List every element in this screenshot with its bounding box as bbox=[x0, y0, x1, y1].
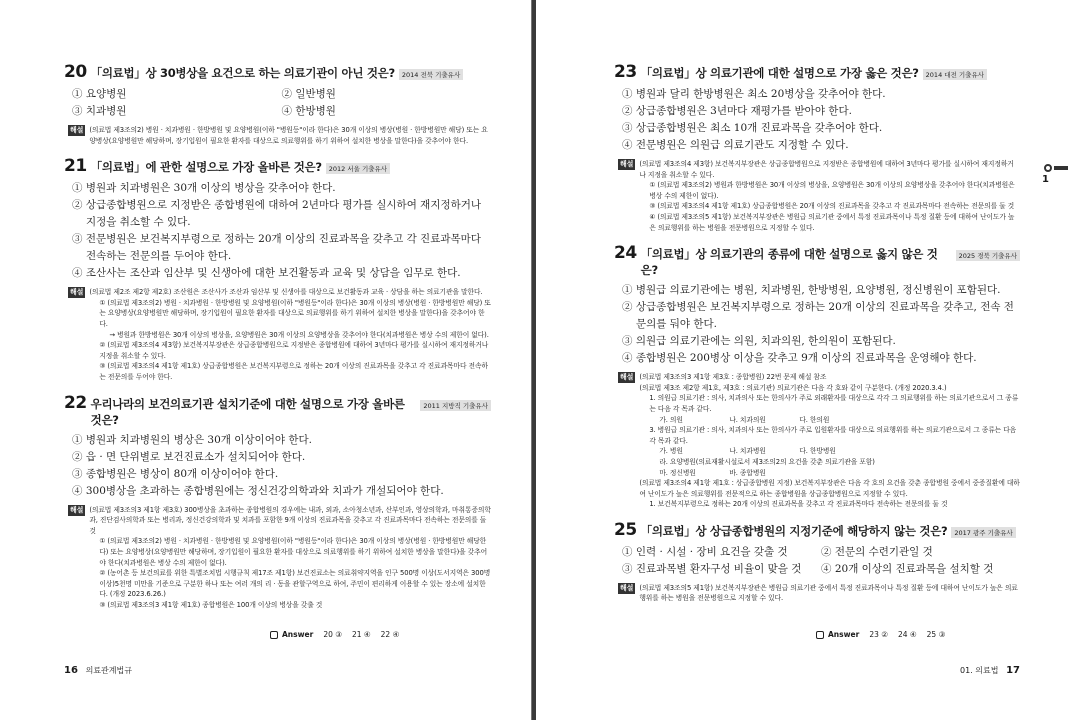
footer-title: 의료관계법규 bbox=[85, 666, 132, 675]
page-number: 16 bbox=[64, 665, 78, 676]
explanation-line: 1. 보건복지부령으로 정하는 20개 이상의 진료과목을 갖추고 각 진료과목마다 전속하는 전문의를 둘 것 bbox=[649, 500, 948, 509]
question-number: 23 bbox=[614, 62, 637, 82]
sub-item: 나. 치과의원 bbox=[729, 415, 766, 424]
option: ③ 치과병원 bbox=[72, 105, 127, 117]
chapter-dot-icon bbox=[1044, 164, 1052, 172]
options bbox=[614, 544, 1020, 578]
question-number: 24 bbox=[614, 243, 637, 264]
answer-item: 20 ③ bbox=[323, 630, 342, 639]
option: ① 병원급 의료기관에는 병원, 치과병원, 한방병원, 요양병원, 정신병원이 포함된다. bbox=[622, 284, 1001, 297]
question-tag: 2017 광주 기출유사 bbox=[951, 527, 1015, 538]
explanation-line: ① (의료법 제3조의2) 병원 · 치과병원 · 한방병원 및 요양병원(이하 "병원등"이라 한다)은 30개 이상의 병상(병원 · 한방병원만 해당) 또는 요양병상(요양병원만 해당하며, 장기입원이 필요한 환자를 대상으로 의료행위를 하기 위하여 설치한 병상을 말한다)을 갖추어야 한다. bbox=[99, 298, 491, 328]
question-25 bbox=[614, 520, 1020, 604]
option: ② 일반병원 bbox=[281, 88, 336, 100]
question-text: 「의료법」상 30병상을 요건으로 하는 의료기관이 아닌 것은? bbox=[90, 66, 395, 80]
sub-list bbox=[639, 415, 1020, 426]
explanation-line: (의료법 제3조의4 제1항 제1호 : 상급종합병원 지정) 보건복지부장관은 다음 각 호의 요건을 갖춘 종합병원 중에서 중증질환에 대하여 난이도가 높은 의료행위를 전문적으로 하는 종합병원을 상급종합병원으로 지정할 수 있다. bbox=[639, 479, 1020, 498]
question-number: 22 bbox=[64, 392, 87, 413]
options bbox=[614, 86, 1020, 154]
option: ② 상급종합병원은 3년마다 재평가를 받아야 한다. bbox=[622, 105, 852, 117]
options bbox=[64, 432, 491, 500]
left-page bbox=[0, 0, 532, 720]
explanation-line: ① (의료법 제3조의2) 병원 · 치과병원 · 한방병원 및 요양병원(이하 "병원등"이라 한다)은 30개 이상의 병상(병원 · 한방병원만 해당한다) 또는 요양병상(요양병원만 해당하며, 장기입원이 필요한 환자를 대상으로 의료행위를 하기 위하여 설치한 병상을 말한다)을 갖추어야 한다(치과병원은 병상 수의 제한이 없다). bbox=[99, 537, 488, 567]
options bbox=[614, 282, 1020, 367]
question-number: 25 bbox=[614, 519, 637, 540]
option: ③ 진료과목별 환자구성 비율이 맞을 것 bbox=[622, 562, 802, 575]
explanation-badge: 해설 bbox=[620, 583, 634, 592]
explanation-line: ③ (의료법 제3조의4 제1항 제1호) 상급종합병원은 20개 이상의 진료과목을 갖추고 각 진료과목마다 전속하는 전문의를 둘 것 bbox=[649, 202, 1015, 211]
explanation-badge: 해설 bbox=[70, 288, 84, 297]
question-text: 「의료법」상 상급종합병원의 지정기준에 해당하지 않는 것은? bbox=[640, 523, 948, 538]
explanation-badge: 해설 bbox=[70, 126, 84, 134]
explanation-line: (의료법 제3조의3 제1항 제3호 : 종합병원) 22번 문제 해설 참조 bbox=[639, 373, 827, 382]
option: ③ 상급종합병원은 최소 10개 진료과목을 갖추어야 한다. bbox=[622, 122, 883, 134]
explanation-line: → 병원과 한방병원은 30개 이상의 병상을, 요양병원은 30개 이상의 요양병상을 갖추어야 한다(치과병원은 병상 수의 제한이 없다). bbox=[109, 330, 489, 339]
explanation-line: (의료법 제3조의2) 병원 · 치과병원 · 한방병원 및 요양병원(이하 "병원등"이라 한다)은 30개 이상의 병상(병원 · 한방병원만 해당) 또는 요양병상(요양병원만 해당하며, 장기입원이 필요한 환자를 대상으로 의료행위를 하기 위하여 설치한 병상을 말한다)을 갖추어야 한다. bbox=[89, 126, 488, 145]
explanation-badge: 해설 bbox=[70, 505, 84, 514]
sub-item: 가. 병원 bbox=[659, 447, 683, 456]
option: ④ 전문병원은 의원급 의료기관도 지정할 수 있다. bbox=[622, 139, 849, 151]
right-content bbox=[614, 62, 1020, 614]
sub-item: 가. 의원 bbox=[659, 415, 683, 424]
lock-icon bbox=[270, 631, 278, 639]
answer-item: 24 ④ bbox=[897, 630, 917, 639]
option: ① 병원과 치과병원은 30개 이상의 병상을 갖추어야 한다. bbox=[72, 182, 336, 195]
answer-box bbox=[816, 630, 955, 639]
option: ④ 한방병원 bbox=[281, 105, 336, 117]
chapter-number: 1 bbox=[1042, 174, 1049, 185]
answer-item: 23 ② bbox=[869, 630, 888, 639]
explanation bbox=[614, 159, 1020, 233]
option: ④ 조산사는 조산과 임산부 및 신생아에 대한 보건활동과 교육 및 상담을 임무로 한다. bbox=[72, 267, 461, 280]
sub-item: 마. 정신병원 bbox=[659, 468, 696, 477]
left-content bbox=[64, 62, 491, 620]
question-20 bbox=[64, 62, 491, 146]
answer-item: 25 ③ bbox=[926, 630, 946, 639]
question-text: 「의료법」상 의료기관에 대한 설명으로 가장 옳은 것은? bbox=[640, 66, 919, 80]
footer bbox=[960, 665, 1020, 676]
question-tag: 2011 지방직 기출유사 bbox=[420, 400, 491, 411]
sub-item: 라. 요양병원(의료재활시설로서 제3조의2의 요건을 갖춘 의료기관을 포함) bbox=[659, 457, 875, 466]
option: ④ 300병상을 초과하는 종합병원에는 정신건강의학과와 치과가 개설되어야 한다. bbox=[72, 484, 444, 497]
explanation-line: 1. 의원급 의료기관 : 의사, 치과의사 또는 한의사가 주로 외래환자를 대상으로 각각 그 의료행위를 하는 의료기관으로서 그 종류는 다음 각 목과 같다. bbox=[649, 394, 1019, 413]
sub-item: 다. 한의원 bbox=[799, 415, 830, 424]
answer-label: Answer bbox=[828, 630, 860, 639]
lock-icon bbox=[816, 631, 824, 639]
question-number: 21 bbox=[64, 156, 87, 177]
explanation-line: 3. 병원급 의료기관 : 의사, 치과의사 또는 한의사가 주로 입원환자를 대상으로 의료행위를 하는 의료기관으로서 그 종류는 다음 각 목과 같다. bbox=[649, 426, 1017, 445]
explanation bbox=[614, 372, 1020, 510]
explanation-line: ③ (의료법 제3조의4 제1항 제1호) 상급종합병원은 보건복지부령으로 정하는 20개 이상의 진료과목을 갖추고 각 진료과목마다 전속하는 전문의를 두어야 한다. bbox=[99, 362, 488, 381]
explanation bbox=[64, 125, 491, 146]
explanation-line: ② (의료법 제3조의4 제3항) 보건복지부장관은 상급종합병원으로 지정받은 종합병원에 대하여 3년마다 평가를 실시하여 재지정하거나 지정을 취소할 수 있다. bbox=[99, 341, 489, 360]
question-tag: 2012 서울 기출유사 bbox=[326, 163, 390, 174]
option: ③ 종합병원은 병상이 80개 이상이어야 한다. bbox=[72, 467, 279, 480]
option: ① 인력 · 시설 · 장비 요건을 갖출 것 bbox=[622, 545, 788, 558]
question-tag: 2014 전북 기출유사 bbox=[399, 69, 463, 80]
option: ③ 의원급 의료기관에는 의원, 치과의원, 한의원이 포함된다. bbox=[622, 335, 896, 348]
explanation-line: ④ (의료법 제3조의5 제1항) 보건복지부장관은 병원급 의료기관 중에서 특정 진료과목이나 특정 질환 등에 대하여 난이도가 높은 의료행위를 하는 병원을 전문병원으로 지정할 수 있다. bbox=[649, 212, 1015, 232]
explanation-line: ③ (의료법 제3조의3 제1항 제1호) 종합병원은 100개 이상의 병상을 갖출 것 bbox=[99, 600, 323, 609]
option: ② 상급종합병원으로 지정받은 종합병원에 대하여 2년마다 평가를 실시하여 재지정하거나 지정을 취소할 수 있다. bbox=[72, 199, 482, 229]
question-text: 우리나라의 보건의료기관 설치기준에 대한 설명으로 가장 올바른 것은? bbox=[90, 396, 405, 427]
option: ① 병원과 치과병원의 병상은 30개 이상이어야 한다. bbox=[72, 433, 312, 446]
answer-label: Answer bbox=[282, 630, 314, 639]
question-tag: 2014 대전 기출유사 bbox=[923, 69, 987, 80]
explanation bbox=[614, 583, 1020, 604]
answer-item: 21 ④ bbox=[351, 630, 371, 639]
option: ③ 전문병원은 보건복지부령으로 정하는 20개 이상의 진료과목을 갖추고 각 진료과목마다 전속하는 전문의를 두어야 한다. bbox=[72, 233, 481, 263]
explanation-line: (의료법 제3조의5 제1항) 보건복지부장관은 병원급 의료기관 중에서 특정 진료과목이나 특정 질환 등에 대하여 난이도가 높은 의료행위를 하는 병원을 전문병원으로 지정할 수 있다. bbox=[639, 583, 1018, 603]
answer-box bbox=[270, 630, 409, 639]
sub-item: 나. 치과병원 bbox=[729, 447, 766, 456]
question-24 bbox=[614, 243, 1020, 510]
option: ② 읍 · 면 단위별로 보건진료소가 설치되어야 한다. bbox=[72, 450, 306, 463]
explanation-badge: 해설 bbox=[620, 160, 634, 168]
sub-item: 바. 종합병원 bbox=[729, 468, 766, 477]
explanation-line: ② (농어촌 등 보건의료를 위한 특별조치법 시행규칙 제17조 제1항) 보건진료소는 의료취약지역을 인구 500명 이상(도서지역은 300명 이상)5천명 미만을 기준으로 구분한 하나 또는 여러 개의 리 · 동을 관할구역으로 하여, 주민이 편리하게 이용할 수 있는 장소에 설치한다. (개정 2023.6.26.) bbox=[99, 569, 491, 599]
sub-list bbox=[639, 468, 1020, 479]
chapter-tab bbox=[1036, 164, 1068, 190]
sub-list bbox=[639, 446, 1020, 457]
question-text: 「의료법」상 의료기관의 종류에 대한 설명으로 옳지 않은 것은? bbox=[640, 247, 938, 278]
explanation-line: (의료법 제3조의3 제1항 제3호) 300병상을 초과하는 종합병원의 경우에는 내과, 외과, 소아청소년과, 산부인과, 영상의학과, 마취통증의학과, 진단검사의학과 또는 병리과, 정신건강의학과 및 치과를 포함한 9개 이상의 진료과목을 갖추고 각 진료과목마다 전속하는 전문의를 둘 것 bbox=[89, 505, 491, 535]
footer bbox=[64, 665, 132, 676]
options bbox=[64, 180, 491, 282]
question-23 bbox=[614, 62, 1020, 233]
question-tag: 2025 경북 기출유사 bbox=[956, 250, 1020, 261]
option: ① 병원과 달리 한방병원은 최소 20병상을 갖추어야 한다. bbox=[622, 88, 886, 100]
explanation-line: (의료법 제3조 제2항 제1호, 제3호 : 의료기관) 의료기관은 다음 각 호와 같이 구분한다. (개정 2020.3.4.) bbox=[639, 383, 947, 392]
question-number: 20 bbox=[64, 62, 87, 82]
question-21 bbox=[64, 156, 491, 382]
explanation-line: (의료법 제3조의4 제3항) 보건복지부장관은 상급종합병원으로 지정받은 종합병원에 대하여 3년마다 평가를 실시하여 재지정하거나 지정을 취소할 수 있다. bbox=[639, 160, 1014, 179]
right-page bbox=[536, 0, 1068, 720]
page-number: 17 bbox=[1006, 665, 1020, 676]
option: ① 요양병원 bbox=[72, 88, 127, 100]
footer-title: 01. 의료법 bbox=[959, 666, 999, 675]
options bbox=[64, 86, 491, 120]
answer-item: 22 ④ bbox=[380, 630, 400, 639]
question-text: 「의료법」에 관한 설명으로 가장 올바른 것은? bbox=[90, 160, 322, 175]
explanation-line: (의료법 제2조 제2항 제2호) 조산원은 조산사가 조산과 임산부 및 신생아를 대상으로 보건활동과 교육 · 상담을 하는 의료기관을 말한다. bbox=[89, 288, 483, 297]
explanation bbox=[64, 287, 491, 382]
sub-item: 다. 한방병원 bbox=[799, 447, 836, 456]
option: ② 전문의 수련기관일 것 bbox=[821, 545, 933, 558]
explanation-line: ① (의료법 제3조의2) 병원과 한방병원은 30개 이상의 병상을, 요양병원은 30개 이상의 요양병상을 갖추어야 한다(치과병원은 병상 수의 제한이 없다). bbox=[649, 181, 1015, 200]
explanation-badge: 해설 bbox=[620, 373, 634, 382]
option: ④ 20개 이상의 진료과목을 설치할 것 bbox=[821, 562, 994, 575]
explanation bbox=[64, 505, 491, 611]
option: ② 상급종합병원은 보건복지부령으로 정하는 20개 이상의 진료과목을 갖추고, 전속 전문의를 둬야 한다. bbox=[622, 301, 1014, 331]
option: ④ 종합병원은 200병상 이상을 갖추고 9개 이상의 진료과목을 운영해야 한다. bbox=[622, 352, 977, 365]
question-22 bbox=[64, 393, 491, 611]
